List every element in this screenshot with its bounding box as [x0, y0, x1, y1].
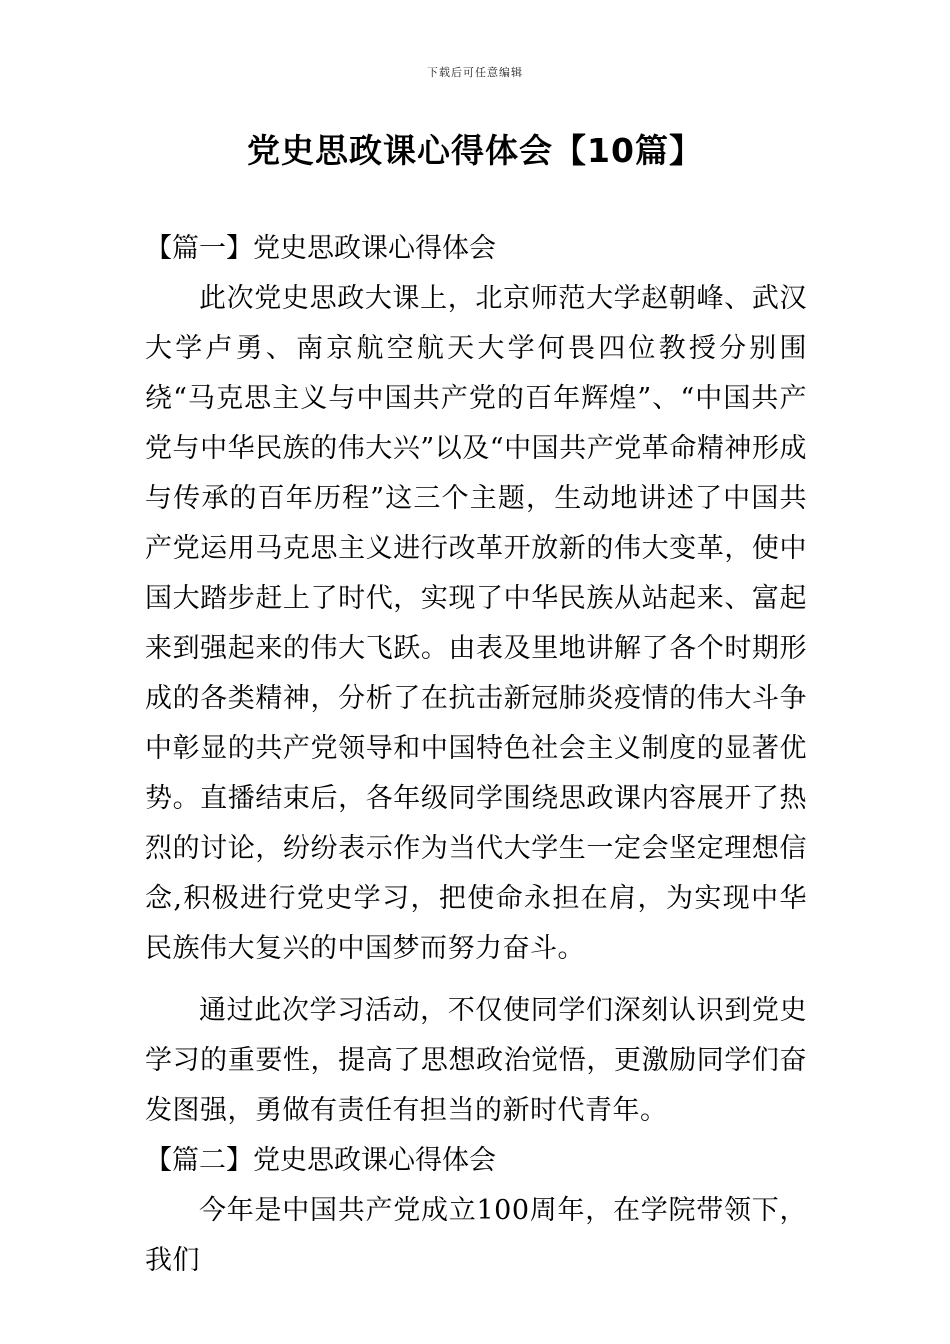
section-heading-2: 【篇二】党史思政课心得体会 [145, 1145, 496, 1176]
document-body [145, 224, 807, 1286]
paragraph-2-1: 今年是中国共产党成立100周年，在学院带领下，我们 [145, 1195, 807, 1276]
section-heading-1: 【篇一】党史思政课心得体会 [145, 233, 496, 264]
document-title: 党史思政课心得体会【10篇】 [247, 131, 703, 170]
paragraph-1-2: 通过此次学习活动，不仅使同学们深刻认识到党史学习的重要性，提高了思想政治觉悟，更激励同学们奋发图强，勇做有责任有担当的新时代青年。 [145, 995, 807, 1126]
paragraph-1-1: 此次党史思政大课上，北京师范大学赵朝峰、武汉大学卢勇、南京航空航天大学何畏四位教授分别围绕“马克思主义与中国共产党的百年辉煌”、“中国共产党与中华民族的伟大兴”以及“中国共产党革命精神形成与传承的百年历程”这三个主题，生动地讲述了中国共产党运用马克思主义进行改革开放新的伟大变革，使中国大踏步赶上了时代，实现了中华民族从站起来、富起来到强起来的伟大飞跃。由表及里地讲解了各个时期形成的各类精神，分析了在抗击新冠肺炎疫情的伟大斗争中彰显的共产党领导和中国特色社会主义制度的显著优势。直播结束后，各年级同学围绕思政课内容展开了热烈的讨论，纷纷表示作为当代大学生一定会坚定理想信念,积极进行党史学习，把使命永担在肩，为实现中华民族伟大复兴的中国梦而努力奋斗。 [145, 283, 807, 964]
header-note: 下载后可任意编辑 [427, 66, 523, 79]
